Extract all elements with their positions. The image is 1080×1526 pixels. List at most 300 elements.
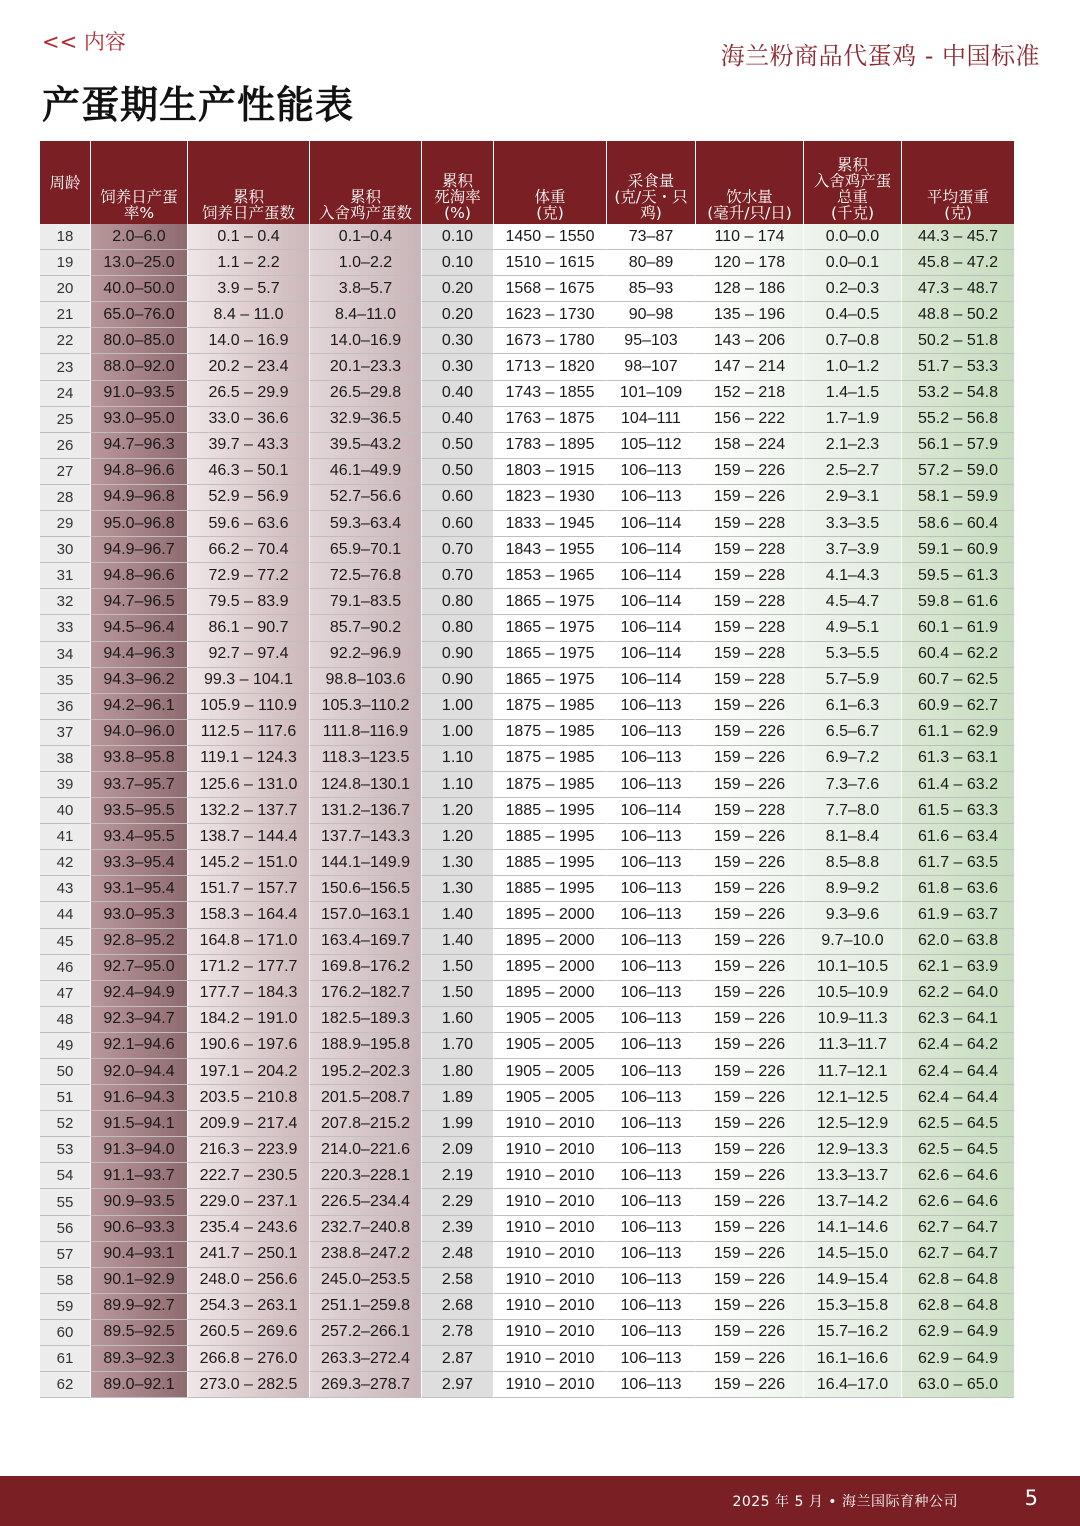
week-cell: 36 (40, 694, 90, 720)
week-cell: 39 (40, 772, 90, 798)
table-cell: 1783 – 1895 (493, 433, 606, 459)
table-cell: 4.1–4.3 (803, 563, 901, 589)
table-cell: 106–113 (606, 485, 695, 511)
column-header-line: (克) (944, 204, 972, 222)
table-cell: 6.1–6.3 (803, 694, 901, 720)
table-cell: 137.7–143.3 (309, 824, 421, 850)
table-cell: 150.6–156.5 (309, 876, 421, 902)
table-cell: 1910 – 2010 (493, 1320, 606, 1346)
table-cell: 91.5–94.1 (90, 1111, 187, 1137)
table-row (40, 824, 1014, 850)
table-cell: 59.1 – 60.9 (901, 537, 1014, 563)
column-header-line: 总重 (836, 188, 868, 206)
table-row (40, 1189, 1014, 1215)
table-row (40, 720, 1014, 746)
table-cell: 164.8 – 171.0 (187, 929, 309, 955)
table-cell: 62.4 – 64.4 (901, 1059, 1014, 1085)
table-cell: 106–113 (606, 1059, 695, 1085)
table-row (40, 1059, 1014, 1085)
table-cell: 61.7 – 63.5 (901, 850, 1014, 876)
column-header-1 (90, 141, 187, 224)
table-cell: 1910 – 2010 (493, 1216, 606, 1242)
table-cell: 106–113 (606, 459, 695, 485)
table-cell: 106–113 (606, 694, 695, 720)
table-row (40, 328, 1014, 354)
column-header-line: 累积 (836, 156, 868, 174)
table-cell: 248.0 – 256.6 (187, 1268, 309, 1294)
table-cell: 1910 – 2010 (493, 1346, 606, 1372)
table-cell: 1568 – 1675 (493, 276, 606, 302)
back-to-contents-link[interactable]: << 内容 (42, 30, 126, 54)
week-cell: 47 (40, 981, 90, 1007)
table-cell: 135 – 196 (695, 302, 803, 328)
table-cell: 1895 – 2000 (493, 929, 606, 955)
table-cell: 60.1 – 61.9 (901, 615, 1014, 641)
table-cell: 1.7–1.9 (803, 407, 901, 433)
table-cell: 159 – 226 (695, 1320, 803, 1346)
table-cell: 80–89 (606, 250, 695, 276)
week-cell: 45 (40, 929, 90, 955)
table-cell: 39.7 – 43.3 (187, 433, 309, 459)
table-cell: 0.90 (421, 642, 493, 668)
week-cell: 48 (40, 1007, 90, 1033)
table-cell: 1.80 (421, 1059, 493, 1085)
table-cell: 106–114 (606, 511, 695, 537)
table-cell: 92.8–95.2 (90, 929, 187, 955)
table-cell: 9.7–10.0 (803, 929, 901, 955)
table-cell: 92.1–94.6 (90, 1033, 187, 1059)
week-cell: 49 (40, 1033, 90, 1059)
table-cell: 62.4 – 64.4 (901, 1085, 1014, 1111)
table-cell: 169.8–176.2 (309, 955, 421, 981)
column-header-line: (克/天・只 (614, 188, 688, 206)
table-cell: 94.5–96.4 (90, 615, 187, 641)
table-cell: 254.3 – 263.1 (187, 1294, 309, 1320)
column-header-line: 累积 (441, 172, 473, 190)
table-cell: 159 – 228 (695, 589, 803, 615)
table-cell: 89.3–92.3 (90, 1346, 187, 1372)
page-title: 产蛋期生产性能表 (42, 83, 355, 127)
table-cell: 1.40 (421, 902, 493, 928)
table-row (40, 1320, 1014, 1346)
table-row (40, 1163, 1014, 1189)
table-cell: 44.3 – 45.7 (901, 224, 1014, 250)
column-header-line: (%) (444, 204, 471, 222)
week-cell: 38 (40, 746, 90, 772)
table-cell: 1853 – 1965 (493, 563, 606, 589)
table-cell: 8.4 – 11.0 (187, 302, 309, 328)
table-cell: 62.4 – 64.2 (901, 1033, 1014, 1059)
table-cell: 158.3 – 164.4 (187, 902, 309, 928)
week-cell: 51 (40, 1085, 90, 1111)
table-cell: 59.3–63.4 (309, 511, 421, 537)
table-cell: 1885 – 1995 (493, 798, 606, 824)
table-cell: 257.2–266.1 (309, 1320, 421, 1346)
table-cell: 106–114 (606, 615, 695, 641)
table-row (40, 1268, 1014, 1294)
table-cell: 12.9–13.3 (803, 1137, 901, 1163)
table-cell: 95–103 (606, 328, 695, 354)
table-cell: 0.0–0.0 (803, 224, 901, 250)
table-cell: 59.5 – 61.3 (901, 563, 1014, 589)
table-cell: 10.5–10.9 (803, 981, 901, 1007)
column-header-8 (803, 141, 901, 224)
table-cell: 95.0–96.8 (90, 511, 187, 537)
column-header-line: 入舍鸡产蛋数 (318, 204, 412, 222)
table-cell: 1885 – 1995 (493, 850, 606, 876)
table-cell: 4.5–4.7 (803, 589, 901, 615)
table-cell: 138.7 – 144.4 (187, 824, 309, 850)
table-row (40, 433, 1014, 459)
table-cell: 7.7–8.0 (803, 798, 901, 824)
table-cell: 16.1–16.6 (803, 1346, 901, 1372)
column-header-line: 累积 (349, 188, 381, 206)
table-cell: 46.1–49.9 (309, 459, 421, 485)
table-cell: 106–113 (606, 1372, 695, 1398)
table-cell: 159 – 228 (695, 511, 803, 537)
table-cell: 61.1 – 62.9 (901, 720, 1014, 746)
table-cell: 62.1 – 63.9 (901, 955, 1014, 981)
table-cell: 72.9 – 77.2 (187, 563, 309, 589)
table-cell: 132.2 – 137.7 (187, 798, 309, 824)
table-cell: 176.2–182.7 (309, 981, 421, 1007)
table-cell: 2.58 (421, 1268, 493, 1294)
table-cell: 61.4 – 63.2 (901, 772, 1014, 798)
table-cell: 61.6 – 63.4 (901, 824, 1014, 850)
table-cell: 94.2–96.1 (90, 694, 187, 720)
week-cell: 43 (40, 876, 90, 902)
table-cell: 0.2–0.3 (803, 276, 901, 302)
table-cell: 143 – 206 (695, 328, 803, 354)
table-cell: 90–98 (606, 302, 695, 328)
table-cell: 106–113 (606, 1111, 695, 1137)
performance-table (40, 141, 1014, 1398)
table-cell: 1.70 (421, 1033, 493, 1059)
table-row (40, 955, 1014, 981)
week-cell: 58 (40, 1268, 90, 1294)
table-cell: 3.8–5.7 (309, 276, 421, 302)
table-cell: 266.8 – 276.0 (187, 1346, 309, 1372)
column-header-line: 率% (123, 204, 155, 222)
table-cell: 1.60 (421, 1007, 493, 1033)
table-cell: 159 – 226 (695, 485, 803, 511)
table-cell: 62.8 – 64.8 (901, 1268, 1014, 1294)
table-cell: 106–113 (606, 929, 695, 955)
week-cell: 19 (40, 250, 90, 276)
week-cell: 23 (40, 354, 90, 380)
table-cell: 89.5–92.5 (90, 1320, 187, 1346)
table-cell: 159 – 226 (695, 1033, 803, 1059)
table-cell: 2.1–2.3 (803, 433, 901, 459)
table-cell: 125.6 – 131.0 (187, 772, 309, 798)
table-cell: 106–113 (606, 955, 695, 981)
table-cell: 73–87 (606, 224, 695, 250)
table-cell: 63.0 – 65.0 (901, 1372, 1014, 1398)
table-cell: 159 – 226 (695, 746, 803, 772)
table-row (40, 224, 1014, 250)
table-cell: 159 – 226 (695, 459, 803, 485)
table-cell: 1.30 (421, 850, 493, 876)
table-cell: 98.8–103.6 (309, 668, 421, 694)
table-cell: 91.1–93.7 (90, 1163, 187, 1189)
table-cell: 61.3 – 63.1 (901, 746, 1014, 772)
table-cell: 1.10 (421, 772, 493, 798)
table-cell: 65.0–76.0 (90, 302, 187, 328)
table-cell: 85–93 (606, 276, 695, 302)
table-cell: 62.2 – 64.0 (901, 981, 1014, 1007)
table-cell: 1673 – 1780 (493, 328, 606, 354)
table-cell: 159 – 226 (695, 1294, 803, 1320)
table-cell: 62.7 – 64.7 (901, 1216, 1014, 1242)
table-cell: 188.9–195.8 (309, 1033, 421, 1059)
table-cell: 159 – 226 (695, 1346, 803, 1372)
table-cell: 106–113 (606, 1085, 695, 1111)
table-cell: 7.3–7.6 (803, 772, 901, 798)
table-cell: 159 – 228 (695, 615, 803, 641)
table-cell: 92.2–96.9 (309, 642, 421, 668)
table-cell: 1910 – 2010 (493, 1294, 606, 1320)
table-row (40, 694, 1014, 720)
table-cell: 112.5 – 117.6 (187, 720, 309, 746)
footer-bar (0, 1476, 1080, 1526)
table-cell: 0.50 (421, 459, 493, 485)
table-cell: 106–113 (606, 1242, 695, 1268)
table-row (40, 354, 1014, 380)
table-cell: 159 – 226 (695, 1189, 803, 1215)
table-row (40, 642, 1014, 668)
table-cell: 20.2 – 23.4 (187, 354, 309, 380)
table-cell: 106–113 (606, 824, 695, 850)
table-cell: 90.4–93.1 (90, 1242, 187, 1268)
table-cell: 92.7–95.0 (90, 955, 187, 981)
table-cell: 106–113 (606, 1189, 695, 1215)
table-cell: 6.5–6.7 (803, 720, 901, 746)
table-cell: 1910 – 2010 (493, 1189, 606, 1215)
column-header-3 (309, 141, 421, 224)
table-row (40, 1242, 1014, 1268)
table-cell: 94.7–96.3 (90, 433, 187, 459)
table-cell: 0.90 (421, 668, 493, 694)
table-cell: 232.7–240.8 (309, 1216, 421, 1242)
table-cell: 0.1–0.4 (309, 224, 421, 250)
table-cell: 93.3–95.4 (90, 850, 187, 876)
table-cell: 106–114 (606, 642, 695, 668)
table-cell: 26.5–29.8 (309, 381, 421, 407)
column-header-line: 体重 (534, 188, 566, 206)
table-row (40, 668, 1014, 694)
table-cell: 119.1 – 124.3 (187, 746, 309, 772)
table-cell: 1865 – 1975 (493, 668, 606, 694)
table-cell: 106–113 (606, 1163, 695, 1189)
table-cell: 14.1–14.6 (803, 1216, 901, 1242)
table-cell: 106–113 (606, 1346, 695, 1372)
table-cell: 8.4–11.0 (309, 302, 421, 328)
table-cell: 0.30 (421, 328, 493, 354)
table-cell: 52.9 – 56.9 (187, 485, 309, 511)
table-cell: 62.5 – 64.5 (901, 1111, 1014, 1137)
table-cell: 1.0–2.2 (309, 250, 421, 276)
table-cell: 0.10 (421, 224, 493, 250)
table-cell: 45.8 – 47.2 (901, 250, 1014, 276)
table-cell: 1875 – 1985 (493, 694, 606, 720)
table-cell: 106–113 (606, 902, 695, 928)
table-cell: 39.5–43.2 (309, 433, 421, 459)
column-header-line: (千克) (830, 204, 875, 222)
table-cell: 105.3–110.2 (309, 694, 421, 720)
table-cell: 197.1 – 204.2 (187, 1059, 309, 1085)
week-cell: 28 (40, 485, 90, 511)
table-cell: 245.0–253.5 (309, 1268, 421, 1294)
table-cell: 159 – 226 (695, 1007, 803, 1033)
table-cell: 1865 – 1975 (493, 615, 606, 641)
table-cell: 94.9–96.8 (90, 485, 187, 511)
table-cell: 1910 – 2010 (493, 1163, 606, 1189)
table-cell: 1.20 (421, 824, 493, 850)
table-cell: 4.9–5.1 (803, 615, 901, 641)
table-cell: 1.99 (421, 1111, 493, 1137)
table-cell: 0.40 (421, 407, 493, 433)
table-cell: 91.6–94.3 (90, 1085, 187, 1111)
table-cell: 251.1–259.8 (309, 1294, 421, 1320)
table-row (40, 459, 1014, 485)
table-cell: 93.5–95.5 (90, 798, 187, 824)
table-cell: 159 – 226 (695, 1059, 803, 1085)
table-row (40, 1294, 1014, 1320)
table-cell: 106–113 (606, 720, 695, 746)
table-cell: 163.4–169.7 (309, 929, 421, 955)
column-header-line: (毫升/只/日) (707, 204, 792, 222)
week-cell: 22 (40, 328, 90, 354)
table-cell: 90.6–93.3 (90, 1216, 187, 1242)
table-cell: 2.29 (421, 1189, 493, 1215)
table-cell: 190.6 – 197.6 (187, 1033, 309, 1059)
table-cell: 51.7 – 53.3 (901, 354, 1014, 380)
table-cell: 101–109 (606, 381, 695, 407)
table-row (40, 1346, 1014, 1372)
table-row (40, 1033, 1014, 1059)
table-cell: 92.3–94.7 (90, 1007, 187, 1033)
table-cell: 182.5–189.3 (309, 1007, 421, 1033)
document-title: 海兰粉商品代蛋鸡 - 中国标准 (720, 42, 1040, 70)
table-cell: 52.7–56.6 (309, 485, 421, 511)
table-cell: 91.3–94.0 (90, 1137, 187, 1163)
table-cell: 90.1–92.9 (90, 1268, 187, 1294)
table-cell: 60.7 – 62.5 (901, 668, 1014, 694)
table-cell: 1.30 (421, 876, 493, 902)
table-cell: 159 – 226 (695, 1216, 803, 1242)
table-cell: 5.3–5.5 (803, 642, 901, 668)
table-cell: 171.2 – 177.7 (187, 955, 309, 981)
table-cell: 9.3–9.6 (803, 902, 901, 928)
table-row (40, 1216, 1014, 1242)
table-cell: 209.9 – 217.4 (187, 1111, 309, 1137)
table-cell: 46.3 – 50.1 (187, 459, 309, 485)
column-header-line: (克) (536, 204, 564, 222)
table-cell: 1865 – 1975 (493, 642, 606, 668)
table-cell: 106–113 (606, 772, 695, 798)
table-cell: 12.1–12.5 (803, 1085, 901, 1111)
column-header-line: 饲养日产蛋数 (201, 204, 295, 222)
week-cell: 52 (40, 1111, 90, 1137)
column-header-line: 饮水量 (726, 188, 773, 206)
table-row (40, 589, 1014, 615)
table-cell: 0.60 (421, 485, 493, 511)
table-cell: 214.0–221.6 (309, 1137, 421, 1163)
table-cell: 105–112 (606, 433, 695, 459)
table-cell: 1910 – 2010 (493, 1137, 606, 1163)
table-cell: 62.6 – 64.6 (901, 1163, 1014, 1189)
week-cell: 30 (40, 537, 90, 563)
table-cell: 62.3 – 64.1 (901, 1007, 1014, 1033)
table-cell: 106–113 (606, 981, 695, 1007)
table-cell: 152 – 218 (695, 381, 803, 407)
table-cell: 0.1 – 0.4 (187, 224, 309, 250)
table-cell: 1875 – 1985 (493, 720, 606, 746)
table-cell: 1823 – 1930 (493, 485, 606, 511)
table-cell: 1905 – 2005 (493, 1007, 606, 1033)
table-cell: 3.7–3.9 (803, 537, 901, 563)
table-cell: 1833 – 1945 (493, 511, 606, 537)
column-header-line: 死淘率 (434, 188, 481, 206)
table-row (40, 511, 1014, 537)
table-cell: 58.1 – 59.9 (901, 485, 1014, 511)
table-cell: 62.5 – 64.5 (901, 1137, 1014, 1163)
column-header-7 (695, 141, 803, 224)
table-cell: 106–113 (606, 876, 695, 902)
table-cell: 11.7–12.1 (803, 1059, 901, 1085)
table-cell: 159 – 226 (695, 981, 803, 1007)
table-cell: 1510 – 1615 (493, 250, 606, 276)
table-cell: 222.7 – 230.5 (187, 1163, 309, 1189)
week-cell: 27 (40, 459, 90, 485)
table-cell: 89.0–92.1 (90, 1372, 187, 1398)
table-cell: 1843 – 1955 (493, 537, 606, 563)
table-cell: 159 – 226 (695, 902, 803, 928)
week-cell: 44 (40, 902, 90, 928)
week-cell: 55 (40, 1189, 90, 1215)
table-cell: 235.4 – 243.6 (187, 1216, 309, 1242)
table-cell: 62.9 – 64.9 (901, 1320, 1014, 1346)
table-cell: 1.50 (421, 981, 493, 1007)
week-cell: 50 (40, 1059, 90, 1085)
table-cell: 93.0–95.0 (90, 407, 187, 433)
column-header-line: 周龄 (49, 173, 81, 192)
table-cell: 14.9–15.4 (803, 1268, 901, 1294)
table-cell: 1910 – 2010 (493, 1111, 606, 1137)
table-row (40, 485, 1014, 511)
table-cell: 159 – 226 (695, 955, 803, 981)
table-cell: 159 – 226 (695, 720, 803, 746)
table-cell: 104–111 (606, 407, 695, 433)
table-cell: 1905 – 2005 (493, 1059, 606, 1085)
column-header-9 (901, 141, 1014, 224)
table-cell: 93.0–95.3 (90, 902, 187, 928)
table-cell: 159 – 226 (695, 1085, 803, 1111)
table-cell: 120 – 178 (695, 250, 803, 276)
table-cell: 159 – 226 (695, 1268, 803, 1294)
table-cell: 62.7 – 64.7 (901, 1242, 1014, 1268)
table-cell: 2.78 (421, 1320, 493, 1346)
table-cell: 14.0–16.9 (309, 328, 421, 354)
table-cell: 1.40 (421, 929, 493, 955)
table-cell: 2.68 (421, 1294, 493, 1320)
table-cell: 93.7–95.7 (90, 772, 187, 798)
week-cell: 54 (40, 1163, 90, 1189)
table-cell: 1895 – 2000 (493, 955, 606, 981)
table-cell: 62.6 – 64.6 (901, 1189, 1014, 1215)
table-row (40, 537, 1014, 563)
table-cell: 91.0–93.5 (90, 381, 187, 407)
